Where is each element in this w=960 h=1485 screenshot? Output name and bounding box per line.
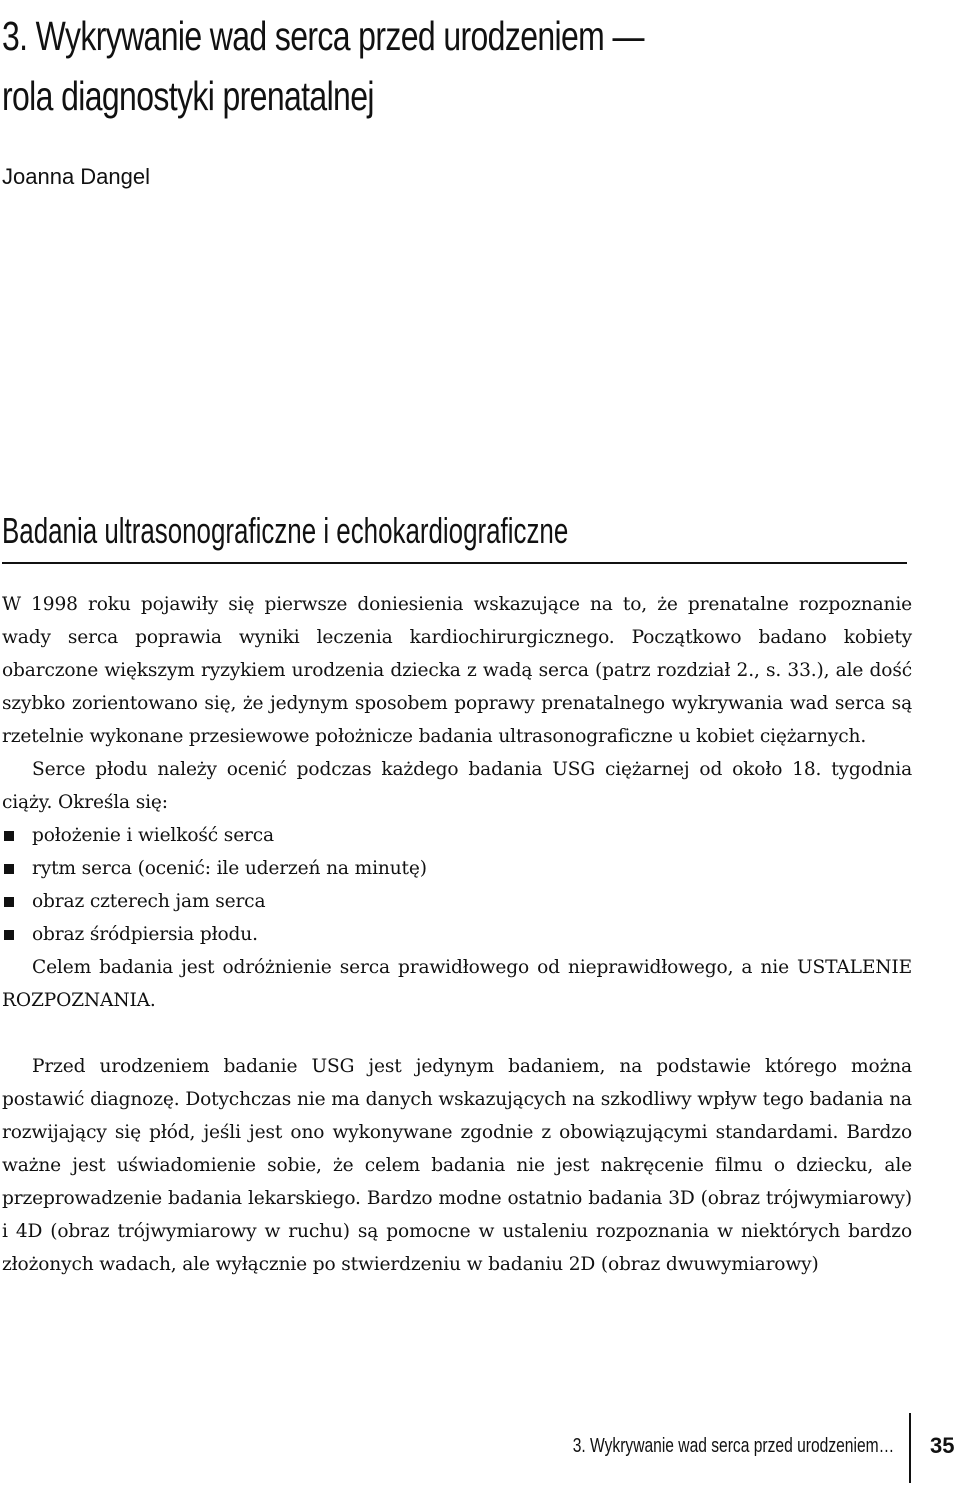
list-item-text: obraz śródpiersia płodu. [32,924,258,945]
running-footer-title: 3. Wykrywanie wad serca przed urodzeniem… [572,1435,894,1457]
square-bullet-icon [4,897,14,907]
list-item-text: rytm serca (ocenić: ile uderzeń na minutę) [32,858,427,879]
page-number: 35 [930,1433,955,1458]
section-divider [2,562,907,564]
square-bullet-icon [4,831,14,841]
section-heading: Badania ultrasonograficzne i echokardiograficzne [2,510,569,551]
paragraph-4: Przed urodzeniem badanie USG jest jedynym badaniem, na podstawie którego można postawić diagnozę. Dotychczas nie ma danych wskazujących na szkodliwy wpływ tego badania na rozwijający się płód, jeśli jest ono wykonywane zgodnie z obowiązującymi standardami. Bardzo ważne jest uświadomienie sobie, że celem badania nie jest nakręcenie filmu o dziecku, ale przeprowadzenie badania lekarskiego. Bardzo modne ostatnio badania 3D (obraz trójwymiarowy) i 4D (obraz trójwymiarowy w ruchu) są pomocne w ustaleniu rozpoznania w niektórych bardzo złożonych wadach, ale wyłącznie po stwierdzeniu w badaniu 2D (obraz dwuwymiarowy) [2,1056,912,1275]
paragraph-1: W 1998 roku pojawiły się pierwsze doniesienia wskazujące na to, że prenatalne rozpoznanie wady serca poprawia wyniki leczenia kardiochirurgicznego. Początkowo badano kobiety obarczone większym ryzykiem urodzenia dziecka z wadą serca (patrz rozdział 2., s. 33.), ale dość szybko zorientowano się, że jedynym sposobem poprawy prenatalnego wykrywania wad serca są rzetelnie wykonane przesiewowe położnicze badania ultrasonograficzne u kobiet ciężarnych. [2,594,912,747]
paragraph-3: Celem badania jest odróżnienie serca prawidłowego od nieprawidłowego, a nie USTALENIE ROZPOZNANIA. [2,957,912,1011]
paragraph-spacer [2,1017,912,1050]
footer-divider [909,1413,911,1483]
list-item [2,918,912,951]
square-bullet-icon [4,930,14,940]
chapter-title-line-1: 3. Wykrywanie wad serca przed urodzeniem — [2,13,644,59]
list-item-text: położenie i wielkość serca [32,825,274,846]
list-item [2,885,912,918]
square-bullet-icon [4,864,14,874]
author-name: Joanna Dangel [2,164,151,189]
chapter-title [2,6,735,126]
body-text [2,588,912,1281]
chapter-title-line-2: rola diagnostyki prenatalnej [2,73,374,119]
list-item-text: obraz czterech jam serca [32,891,266,912]
bullet-list [2,819,912,951]
list-item [2,852,912,885]
list-item [2,819,912,852]
paragraph-2: Serce płodu należy ocenić podczas każdego badania USG ciężarnej od około 18. tygodnia ciąży. Określa się: [2,759,912,813]
